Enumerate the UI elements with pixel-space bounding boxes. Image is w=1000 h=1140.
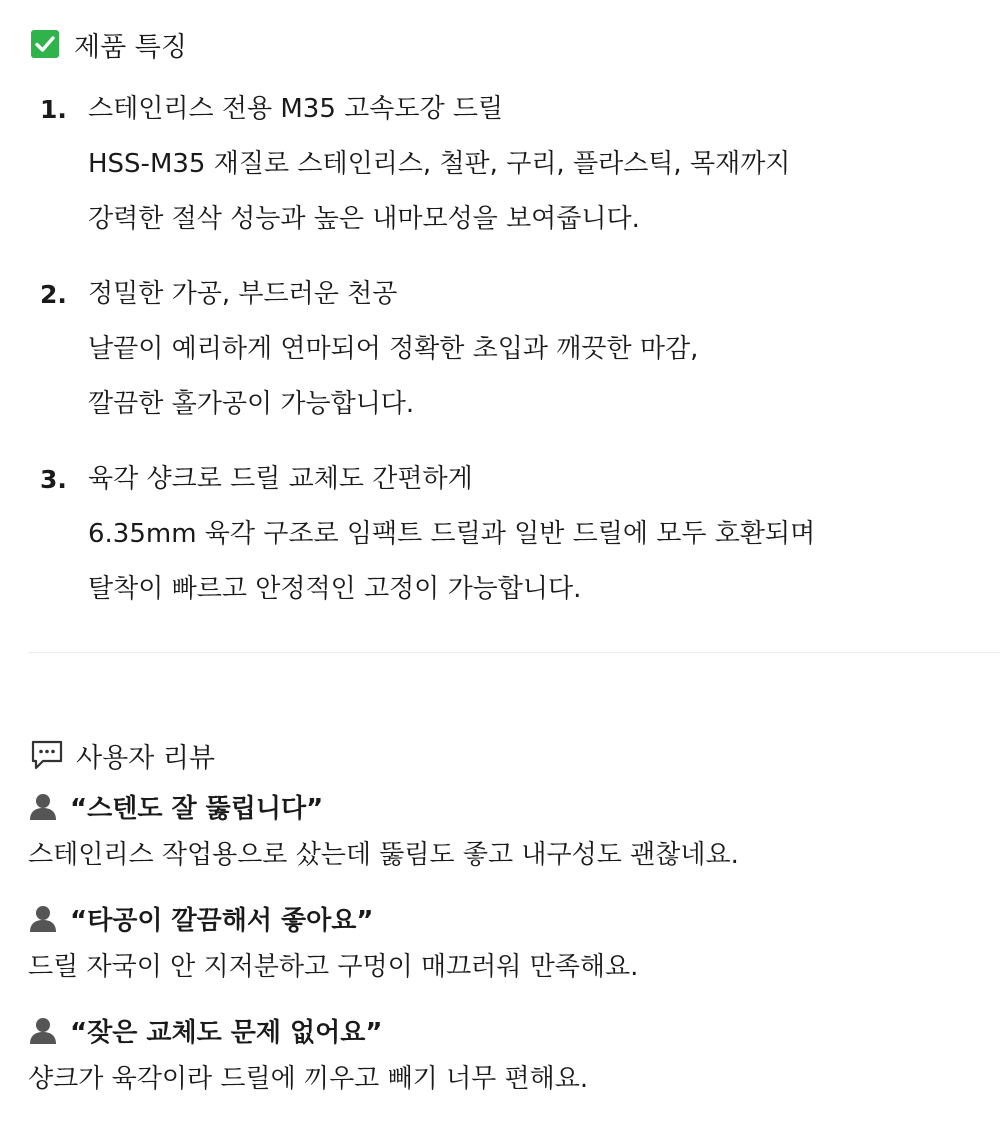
section-divider <box>28 652 1000 653</box>
review-title <box>28 783 1000 829</box>
review-title-text: “타공이 깔끔해서 좋아요” <box>70 905 374 936</box>
user-silhouette-icon <box>28 791 58 821</box>
review-body: 샹크가 육각이라 드릴에 끼우고 빼기 너무 편해요. <box>28 1064 589 1094</box>
feature-number: 3. <box>40 465 67 494</box>
feature-number: 2. <box>40 280 67 309</box>
feature-description-line: HSS-M35 재질로 스테인리스, 철판, 구리, 플라스틱, 목재까지 <box>88 149 791 179</box>
review-body: 드릴 자국이 안 지저분하고 구멍이 매끄러워 만족해요. <box>28 952 639 982</box>
feature-description-line: 깔끔한 홀가공이 가능합니다. <box>88 389 415 419</box>
review-title <box>28 895 1000 941</box>
user-silhouette-icon <box>28 903 58 933</box>
features-list <box>0 82 1000 637</box>
feature-item <box>0 267 1000 432</box>
check-mark-button-icon <box>30 29 60 59</box>
review-item <box>28 895 1000 993</box>
feature-item <box>0 452 1000 617</box>
review-title <box>28 1007 1000 1053</box>
feature-title: 정밀한 가공, 부드러운 천공 <box>88 279 398 309</box>
speech-bubble-icon <box>30 739 64 771</box>
reviews-title: 사용자 리뷰 <box>76 742 215 774</box>
reviews-heading <box>30 733 215 777</box>
feature-title: 육각 샹크로 드릴 교체도 간편하게 <box>88 464 473 494</box>
feature-description-line: 강력한 절삭 성능과 높은 내마모성을 보여줍니다. <box>88 204 640 234</box>
feature-description-line: 6.35mm 육각 구조로 임팩트 드릴과 일반 드릴에 모두 호환되며 <box>88 519 816 549</box>
feature-item <box>0 82 1000 247</box>
features-heading <box>30 22 187 66</box>
review-body: 스테인리스 작업용으로 샀는데 뚫림도 좋고 내구성도 괜찮네요. <box>28 840 739 870</box>
reviews-list <box>28 783 1000 1119</box>
user-silhouette-icon <box>28 1015 58 1045</box>
review-item <box>28 783 1000 881</box>
review-title-text: “스텐도 잘 뚫립니다” <box>70 793 324 824</box>
feature-description-line: 날끝이 예리하게 연마되어 정확한 초입과 깨끗한 마감, <box>88 334 699 364</box>
review-title-text: “잦은 교체도 문제 없어요” <box>70 1017 383 1048</box>
feature-title: 스테인리스 전용 M35 고속도강 드릴 <box>88 94 504 124</box>
features-title: 제품 특징 <box>74 31 187 63</box>
feature-number: 1. <box>40 95 67 124</box>
review-item <box>28 1007 1000 1105</box>
feature-description-line: 탈착이 빠르고 안정적인 고정이 가능합니다. <box>88 574 582 604</box>
